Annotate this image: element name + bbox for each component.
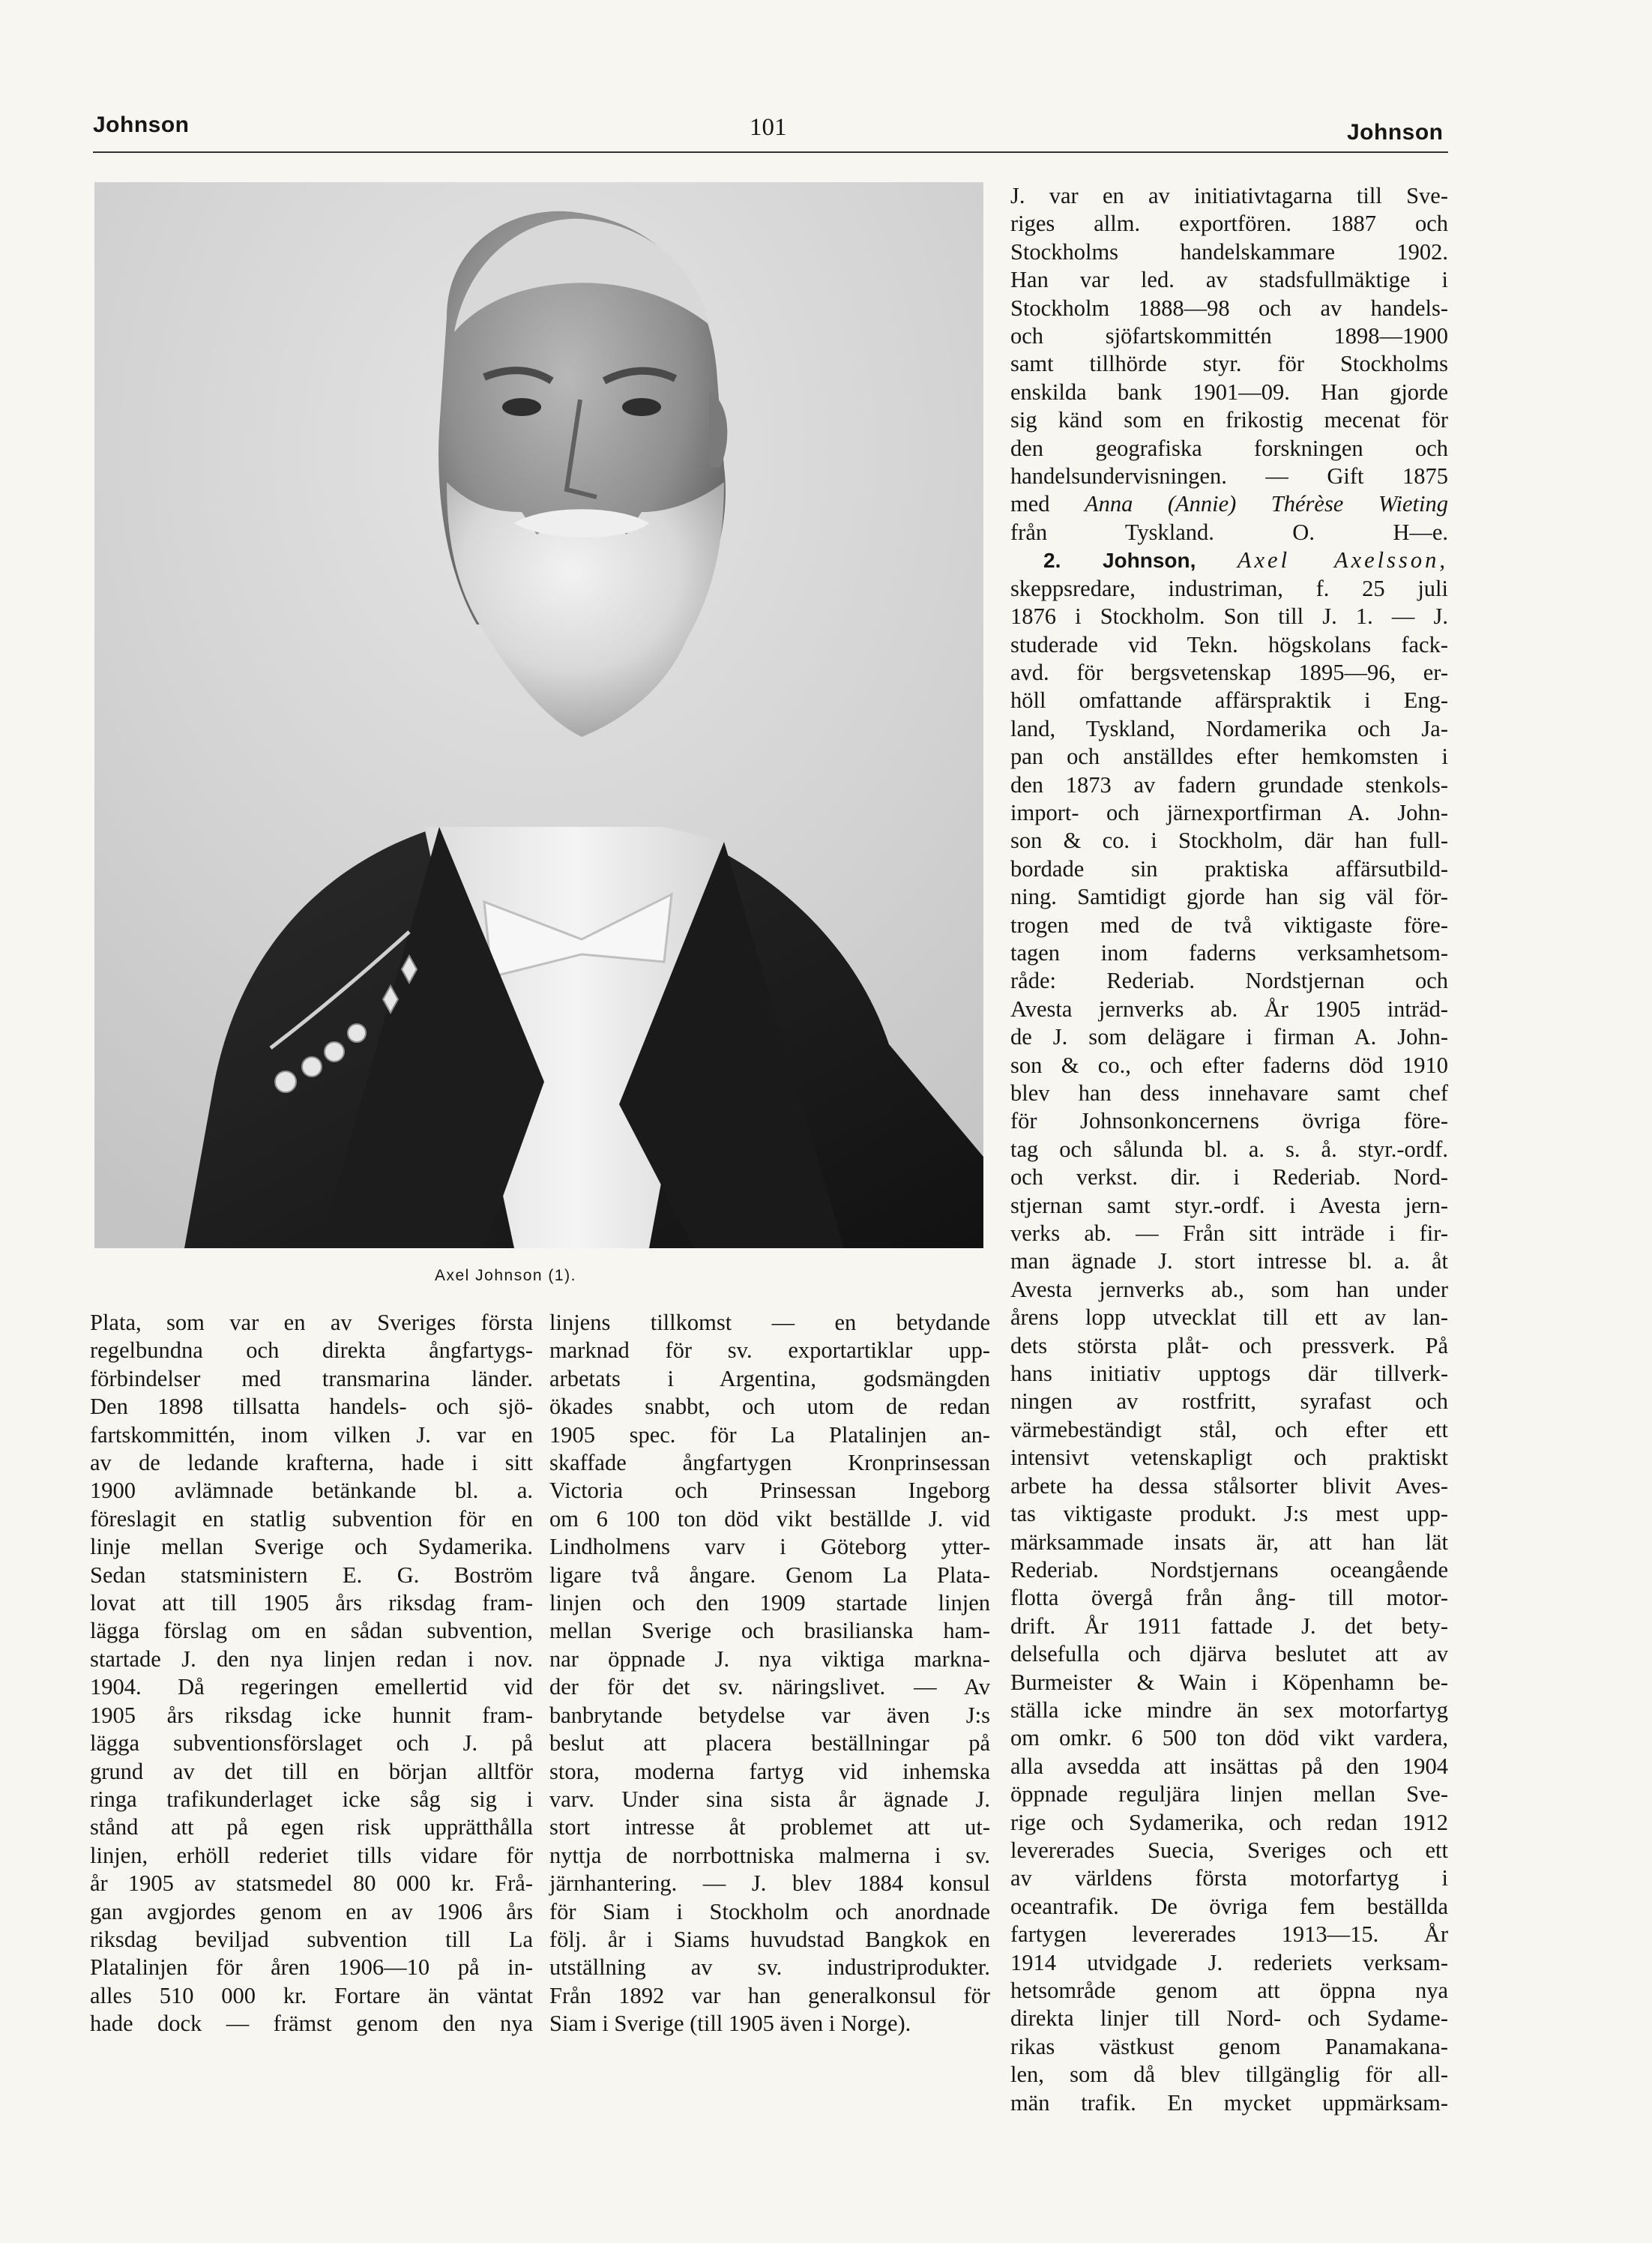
text-line: 1904. Då regeringen emellertid vid bbox=[90, 1674, 533, 1700]
text-line: följ. år i Siams huvudstad Bangkok en bbox=[549, 1926, 990, 1952]
text-line: Stockholm 1888—98 och av handels- bbox=[1010, 295, 1448, 321]
text-line: bordade sin praktiska affärsutbild- bbox=[1010, 855, 1448, 882]
text-line: marknad för sv. exportartiklar upp- bbox=[549, 1337, 990, 1364]
text-line: rikas västkust genom Panamakana- bbox=[1010, 2033, 1448, 2059]
text-line: tag och sålunda bl. a. s. å. styr.-ordf. bbox=[1010, 1136, 1448, 1162]
text-line: J. var en av initiativtagarna till Sve- bbox=[1010, 183, 1448, 208]
text-line: linje mellan Sverige och Sydamerika. bbox=[90, 1534, 533, 1560]
entry-2-text bbox=[1010, 575, 1448, 2117]
text-line: delsefulla och djärva beslutet att av bbox=[1010, 1641, 1448, 1667]
text-line: stånd att på egen risk upprätthålla bbox=[90, 1814, 533, 1840]
text-line: utställning av sv. industriprodukter. bbox=[549, 1954, 990, 1981]
text-line: alles 510 000 kr. Fortare än väntat bbox=[90, 1982, 533, 2008]
text-line: lägga subventionsförslaget och J. på bbox=[90, 1730, 533, 1756]
text-line: tas viktigaste produkt. J:s mest upp- bbox=[1010, 1501, 1448, 1527]
text-line: son & co., och efter faderns död 1910 bbox=[1010, 1052, 1448, 1078]
text-line: ligare två ångare. Genom La Plata- bbox=[549, 1562, 990, 1588]
text-line: den 1873 av fadern grundade stenkols- bbox=[1010, 771, 1448, 798]
marriage-line: med Anna (Annie) Thérèse Wieting bbox=[1010, 491, 1448, 517]
text-line: mellan Sverige och brasilianska ham- bbox=[549, 1618, 990, 1644]
text-line: den geografiska forskningen och bbox=[1010, 435, 1448, 461]
text-line: trogen med de två viktigaste före- bbox=[1010, 912, 1448, 938]
text-line: råde: Rederiab. Nordstjernan och bbox=[1010, 968, 1448, 994]
text-line: son & co. i Stockholm, där han full- bbox=[1010, 828, 1448, 854]
text-line: för Siam i Stockholm och anordnade bbox=[549, 1898, 990, 1924]
text-line: der för det sv. näringslivet. — Av bbox=[549, 1674, 990, 1700]
text-line: ökades snabbt, och utom de redan bbox=[549, 1394, 990, 1420]
text-line: handelsundervisningen. — Gift 1875 bbox=[1010, 463, 1448, 490]
text-line: stora, moderna fartyg vid inhemska bbox=[549, 1758, 990, 1784]
text-line: de J. som delägare i firman A. John- bbox=[1010, 1024, 1448, 1050]
text-line: Lindholmens varv i Göteborg ytter- bbox=[549, 1534, 990, 1560]
running-head-left: Johnson bbox=[93, 112, 190, 137]
text-line: riksdag beviljad subvention till La bbox=[90, 1926, 533, 1952]
text-line: grund av det till en början alltför bbox=[90, 1758, 533, 1784]
entry-2-heading: 2. Johnson, Axel Axelsson, bbox=[1043, 547, 1449, 573]
text-line: 1876 i Stockholm. Son till J. 1. — J. bbox=[1010, 603, 1448, 630]
text-line: enskilda bank 1901—09. Han gjorde bbox=[1010, 379, 1448, 405]
entry-1-continuation bbox=[1010, 182, 1448, 490]
text-line: Från 1892 var han generalkonsul för bbox=[549, 1982, 990, 2008]
text-line: årens lopp utvecklat till ett av lan- bbox=[1010, 1304, 1448, 1331]
text-line: verks ab. — Från sitt inträde i fir- bbox=[1010, 1220, 1448, 1247]
text-line: ningen av rostfritt, syrafast och bbox=[1010, 1388, 1448, 1415]
text-line: Han var led. av stadsfullmäktige i bbox=[1010, 267, 1448, 293]
text-line: lägga förslag om en sådan subvention, bbox=[90, 1618, 533, 1644]
text-line: levererades Suecia, Sveriges och ett bbox=[1010, 1837, 1448, 1863]
text-line: linjen, erhöll rederiet tills vidare för bbox=[90, 1842, 533, 1868]
text-line: stort intresse åt problemet att ut- bbox=[549, 1814, 990, 1840]
text-line: gan avgjordes genom en av 1906 års bbox=[90, 1898, 533, 1924]
text-line: riges allm. exportfören. 1887 och bbox=[1010, 211, 1448, 237]
text-line: nyttja de norrbottniska malmerna i sv. bbox=[549, 1842, 990, 1868]
text-line: för Johnsonkoncernens övriga före- bbox=[1010, 1108, 1448, 1134]
text-line: linjen och den 1909 startade linjen bbox=[549, 1590, 990, 1616]
text-line: år 1905 av statsmedel 80 000 kr. Frå- bbox=[90, 1870, 533, 1897]
text-line: studerade vid Tekn. högskolans fack- bbox=[1010, 631, 1448, 657]
text-line: rige och Sydamerika, och redan 1912 bbox=[1010, 1809, 1448, 1835]
text-line: linjens tillkomst — en betydande bbox=[549, 1310, 990, 1335]
text-line: fartygen levererades 1913—15. År bbox=[1010, 1921, 1448, 1948]
text-line: om omkr. 6 500 ton död vikt vardera, bbox=[1010, 1725, 1448, 1751]
text-line: ringa trafikunderlaget icke såg sig i bbox=[90, 1786, 533, 1812]
text-line: dets största plåt- och pressverk. På bbox=[1010, 1332, 1448, 1358]
signature-line: från Tyskland. O. H—e. bbox=[1010, 519, 1449, 545]
text-line: höll omfattande affärspraktik i Eng- bbox=[1010, 687, 1448, 714]
text-line: om 6 100 ton död vikt beställde J. vid bbox=[549, 1505, 990, 1532]
text-line: värmebeständigt stål, och efter ett bbox=[1010, 1416, 1448, 1442]
right-column-text bbox=[1010, 182, 1448, 2117]
text-line: varv. Under sina sista år ägnade J. bbox=[549, 1786, 990, 1812]
text-line: Stockholms handelskammare 1902. bbox=[1010, 238, 1448, 265]
text-line: 1900 avlämnade betänkande bl. a. bbox=[90, 1478, 533, 1504]
text-line: arbete ha dessa stålsorter blivit Aves- bbox=[1010, 1472, 1448, 1499]
page-number: 101 bbox=[750, 114, 787, 141]
text-line: nar öppnade J. nya viktiga markna- bbox=[549, 1646, 990, 1672]
text-line: ställa icke mindre än sex motorfartyg bbox=[1010, 1696, 1448, 1723]
text-line: Rederiab. Nordstjernans oceangående bbox=[1010, 1556, 1448, 1583]
text-line: blev han dess innehavare samt chef bbox=[1010, 1080, 1448, 1106]
text-line: ning. Samtidigt gjorde han sig väl för- bbox=[1010, 884, 1448, 910]
text-line: sig känd som en frikostig mecenat för bbox=[1010, 407, 1448, 433]
text-line: samt tillhörde styr. för Stockholms bbox=[1010, 351, 1448, 377]
text-line: skaffade ångfartygen Kronprinsessan bbox=[549, 1450, 990, 1476]
text-line: flotta övergå från ång- till motor- bbox=[1010, 1585, 1448, 1611]
text-line: land, Tyskland, Nordamerika och Ja- bbox=[1010, 715, 1448, 741]
text-line: av världens första motorfartyg i bbox=[1010, 1865, 1448, 1891]
text-line: man ägnade J. stort intresse bl. a. åt bbox=[1010, 1248, 1448, 1274]
header-rule bbox=[93, 151, 1448, 153]
text-line: tagen inom faderns verksamhetsom- bbox=[1010, 939, 1448, 966]
text-line: och verkst. dir. i Rederiab. Nord- bbox=[1010, 1164, 1448, 1190]
running-head-right: Johnson bbox=[1347, 120, 1444, 145]
text-line: avd. för bergsvetenskap 1895—96, er- bbox=[1010, 659, 1448, 685]
text-line: import- och järnexportfirman A. John- bbox=[1010, 799, 1448, 825]
text-line: 1905 års riksdag icke hunnit fram- bbox=[90, 1702, 533, 1728]
text-line: Avesta jernverks ab. År 1905 inträd- bbox=[1010, 996, 1448, 1022]
text-line: Victoria och Prinsessan Ingeborg bbox=[549, 1478, 990, 1504]
text-line: len, som då blev tillgänglig för all- bbox=[1010, 2062, 1448, 2088]
text-line: oceantrafik. De övriga fem beställda bbox=[1010, 1893, 1448, 1919]
text-line: intensivt vetenskapligt och praktiskt bbox=[1010, 1445, 1448, 1471]
text-line: 1914 utvidgade J. rederiets verksam- bbox=[1010, 1949, 1448, 1975]
text-line: Platalinjen för åren 1906—10 på in- bbox=[90, 1954, 533, 1981]
text-line: fartskommittén, inom vilken J. var en bbox=[90, 1421, 533, 1448]
text-line: 1905 spec. för La Platalinjen an- bbox=[549, 1421, 990, 1448]
text-line: skeppsredare, industriman, f. 25 juli bbox=[1010, 575, 1448, 601]
text-line: arbetats i Argentina, godsmängden bbox=[549, 1365, 990, 1391]
text-line: alla avsedda att insättas på den 1904 bbox=[1010, 1753, 1448, 1779]
text-line: startade J. den nya linjen redan i nov. bbox=[90, 1646, 533, 1672]
text-line: av de ledande krafterna, hade i sitt bbox=[90, 1450, 533, 1476]
text-line: lovat att till 1905 års riksdag fram- bbox=[90, 1590, 533, 1616]
text-line: förbindelser med transmarina länder. bbox=[90, 1365, 533, 1391]
middle-column-text bbox=[549, 1309, 990, 2038]
text-line: beslut att placera beställningar på bbox=[549, 1730, 990, 1756]
portrait-image bbox=[94, 182, 983, 1248]
text-line: Avesta jernverks ab., som han under bbox=[1010, 1276, 1448, 1302]
text-line: direkta linjer till Nord- och Sydame- bbox=[1010, 2005, 1448, 2032]
text-line: Sedan statsministern E. G. Boström bbox=[90, 1562, 533, 1588]
text-line: pan och anställdes efter hemkomsten i bbox=[1010, 744, 1448, 770]
text-line: hetsområde genom att öppna nya bbox=[1010, 1978, 1448, 2003]
text-line: stjernan samt styr.-ordf. i Avesta jern- bbox=[1010, 1192, 1448, 1218]
text-line: banbrytande betydelse var även J:s bbox=[549, 1702, 990, 1728]
text-line: Siam i Sverige (till 1905 även i Norge). bbox=[549, 2011, 911, 2037]
text-line: Plata, som var en av Sveriges första bbox=[90, 1310, 533, 1335]
portrait-photo bbox=[94, 182, 983, 1248]
text-line: hans initiativ upptogs där tillverk- bbox=[1010, 1361, 1448, 1387]
text-line: och sjöfartskommittén 1898—1900 bbox=[1010, 323, 1448, 349]
text-line: märksammade insats är, att han lät bbox=[1010, 1529, 1448, 1555]
text-line: Den 1898 tillsatta handels- och sjö- bbox=[90, 1394, 533, 1420]
text-line: öppnade reguljära linjen mellan Sve- bbox=[1010, 1781, 1448, 1807]
photo-caption: Axel Johnson (1). bbox=[435, 1267, 576, 1284]
text-line: Burmeister & Wain i Köpenhamn be- bbox=[1010, 1669, 1448, 1695]
text-line: järnhantering. — J. blev 1884 konsul bbox=[549, 1870, 990, 1897]
text-line: drift. År 1911 fattade J. det bety- bbox=[1010, 1613, 1448, 1639]
text-line: föreslagit en statlig subvention för en bbox=[90, 1505, 533, 1532]
text-line: regelbundna och direkta ångfartygs- bbox=[90, 1337, 533, 1364]
text-line: män trafik. En mycket uppmärksam- bbox=[1010, 2089, 1448, 2116]
text-line: hade dock — främst genom den nya bbox=[90, 2011, 533, 2037]
left-column-text bbox=[90, 1309, 533, 2038]
